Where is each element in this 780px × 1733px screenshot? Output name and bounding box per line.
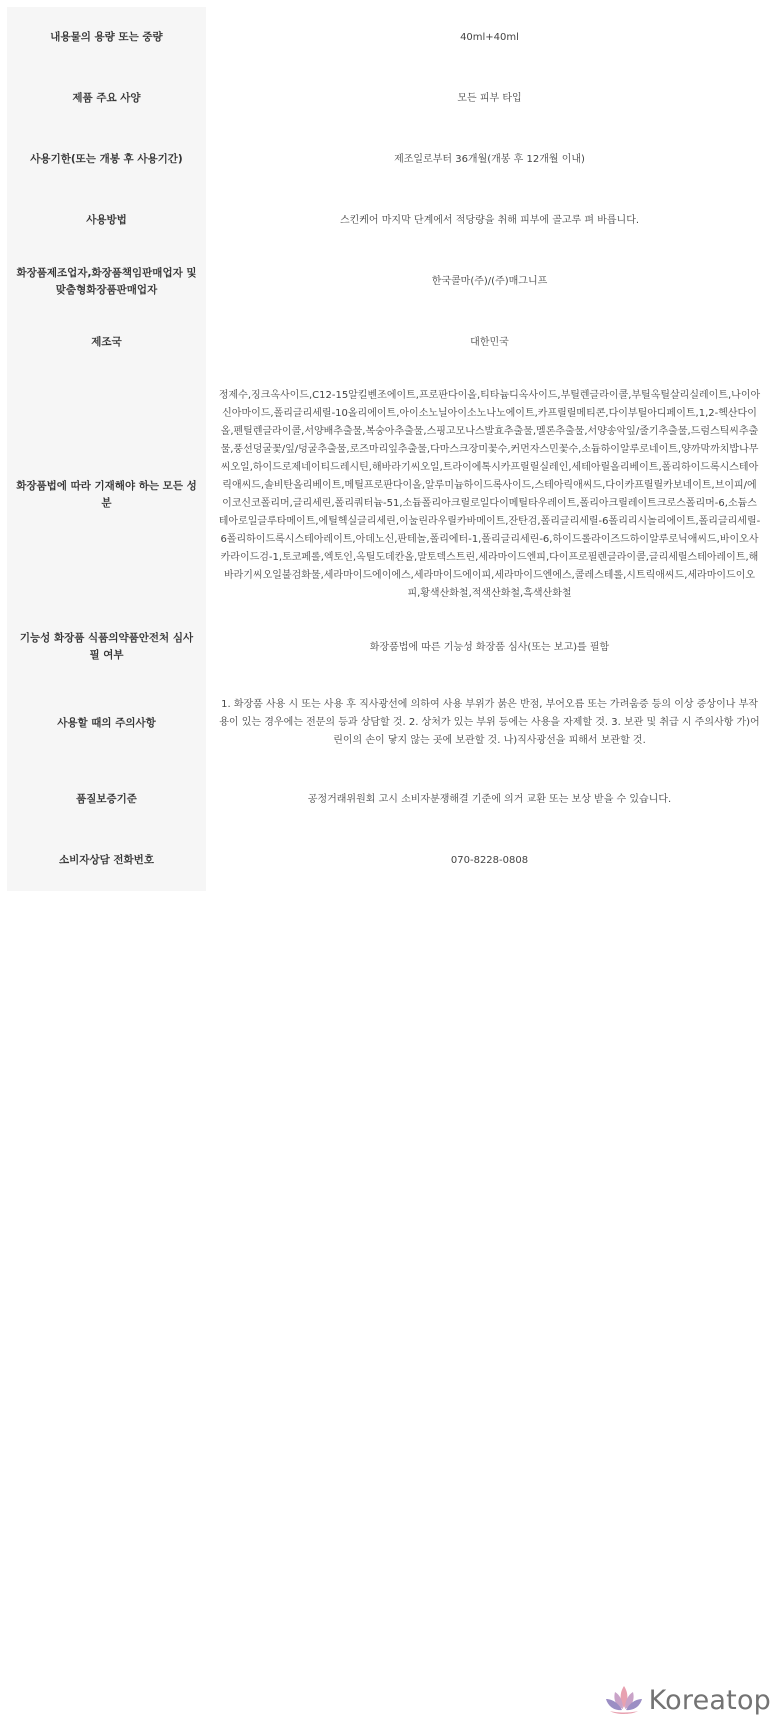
row-value: 스킨케어 마지막 단계에서 적당량을 취해 피부에 골고루 펴 바릅니다.: [206, 190, 773, 251]
brand-name: Koreatop: [648, 1684, 771, 1716]
row-value: 화장품법에 따른 기능성 화장품 심사(또는 보고)를 필함: [206, 617, 773, 677]
row-label: 제조국: [7, 312, 206, 373]
row-value: 40ml+40ml: [206, 7, 773, 68]
precautions-value: 1. 화장품 사용 시 또는 사용 후 직사광선에 의하여 사용 부위가 붉은 반점, 부어오름 또는 가려움증 등의 이상 증상이나 부작용이 있는 경우에는 전문의 등과 상담할 것. 2. 상처가 있는 부위 등에는 사용을 자제할 것. 3. 보관 및 취급 시 주의사항 가)어린이의 손이 닿지 않는 곳에 보관할 것. 나)직사광선을 피해서 보관할 것.: [206, 677, 773, 769]
row-label: 소비자상담 전화번호: [7, 830, 206, 891]
table-row: [7, 68, 773, 129]
table-row: [7, 373, 773, 617]
row-label: 제품 주요 사양: [7, 68, 206, 129]
table-row: [7, 617, 773, 677]
product-info-table: [7, 7, 773, 891]
table-row: [7, 251, 773, 312]
ingredients-value: 정제수,징크옥사이드,C12-15알킬벤조에이트,프로판다이올,티타늄디옥사이드,부틸렌글라이콜,부틸옥틸살리실레이트,나이아신아마이드,폴리글리세릴-10올리에이트,아이소노닐아이소노나노에이트,카프릴릴메티콘,다이부틸아디페이트,1,2-헥산다이올,펜틸렌글라이콜,서양배추출물,복숭아추출물,스핑고모나스발효추출물,멜론추출물,서양송악잎/줄기추출물,드럼스틱씨추출물,풍선덩굴꽃/잎/덩굴추출물,로즈마리잎추출물,다마스크장미꽃수,커먼자스민꽃수,소듐하이알루로네이트,양까막까치밥나무씨오일,하이드로제네이티드레시틴,해바라기씨오일,트라이에톡시카프릴릴실레인,세테아릴올리베이트,폴리하이드록시스테아릭애씨드,솔비탄올리베이트,메틸프로판다이올,알루미늄하이드록사이드,스테아릭애씨드,다이카프릴릴카보네이트,브이피/에이코신코폴리머,글리세린,폴리쿼터늄-51,소듐폴리아크릴로일다이메틸타우레이트,폴리아크릴레이트크로스폴리머-6,소듐스테아로일글루타메이트,에틸헥실글리세린,이눌린라우릴카바메이트,잔탄검,폴리글리세릴-6폴리리시놀리에이트,폴리글리세릴-6폴리하이드록시스테아레이트,아데노신,판테놀,폴리에터-1,폴리글리세린-6,하이드롤라이즈드하이알루로닉애씨드,바이오사카라이드검-1,토코페롤,엑토인,옥틸도데칸올,말토덱스트린,세라마이드엔피,다이프로필렌글라이콜,글리세릴스테아레이트,해바라기씨오일불검화물,세라마이드에이에스,세라마이드에이피,세라마이드엔에스,콜레스테롤,시트릭애씨드,세라마이드이오피,황색산화철,적색산화철,흑색산화철: [206, 373, 773, 617]
row-label: 화장품제조업자,화장품책임판매업자 및 맞춤형화장품판매업자: [7, 251, 206, 312]
brand-logo: [603, 1684, 771, 1716]
table-row: [7, 129, 773, 190]
row-value: 공정거래위원회 고시 소비자분쟁해결 기준에 의거 교환 또는 보상 받을 수 있습니다.: [206, 769, 773, 830]
row-label: 화장품법에 따라 기재해야 하는 모든 성분: [7, 373, 206, 617]
row-label: 사용방법: [7, 190, 206, 251]
table-row: [7, 312, 773, 373]
row-label: 사용할 때의 주의사항: [7, 677, 206, 769]
table-row: [7, 7, 773, 68]
row-value: 제조일로부터 36개월(개봉 후 12개월 이내): [206, 129, 773, 190]
table-row: [7, 830, 773, 891]
table-row: [7, 190, 773, 251]
row-value: 070-8228-0808: [206, 830, 773, 891]
row-label: 사용기한(또는 개봉 후 사용기간): [7, 129, 206, 190]
lotus-icon: [603, 1684, 645, 1716]
row-value: 한국콜마(주)/(주)매그니프: [206, 251, 773, 312]
row-value: 대한민국: [206, 312, 773, 373]
table-row: [7, 769, 773, 830]
row-label: 기능성 화장품 식품의약품안전처 심사 필 여부: [7, 617, 206, 677]
row-label: 내용물의 용량 또는 중량: [7, 7, 206, 68]
row-label: 품질보증기준: [7, 769, 206, 830]
row-value: 모든 피부 타입: [206, 68, 773, 129]
table-row: [7, 677, 773, 769]
